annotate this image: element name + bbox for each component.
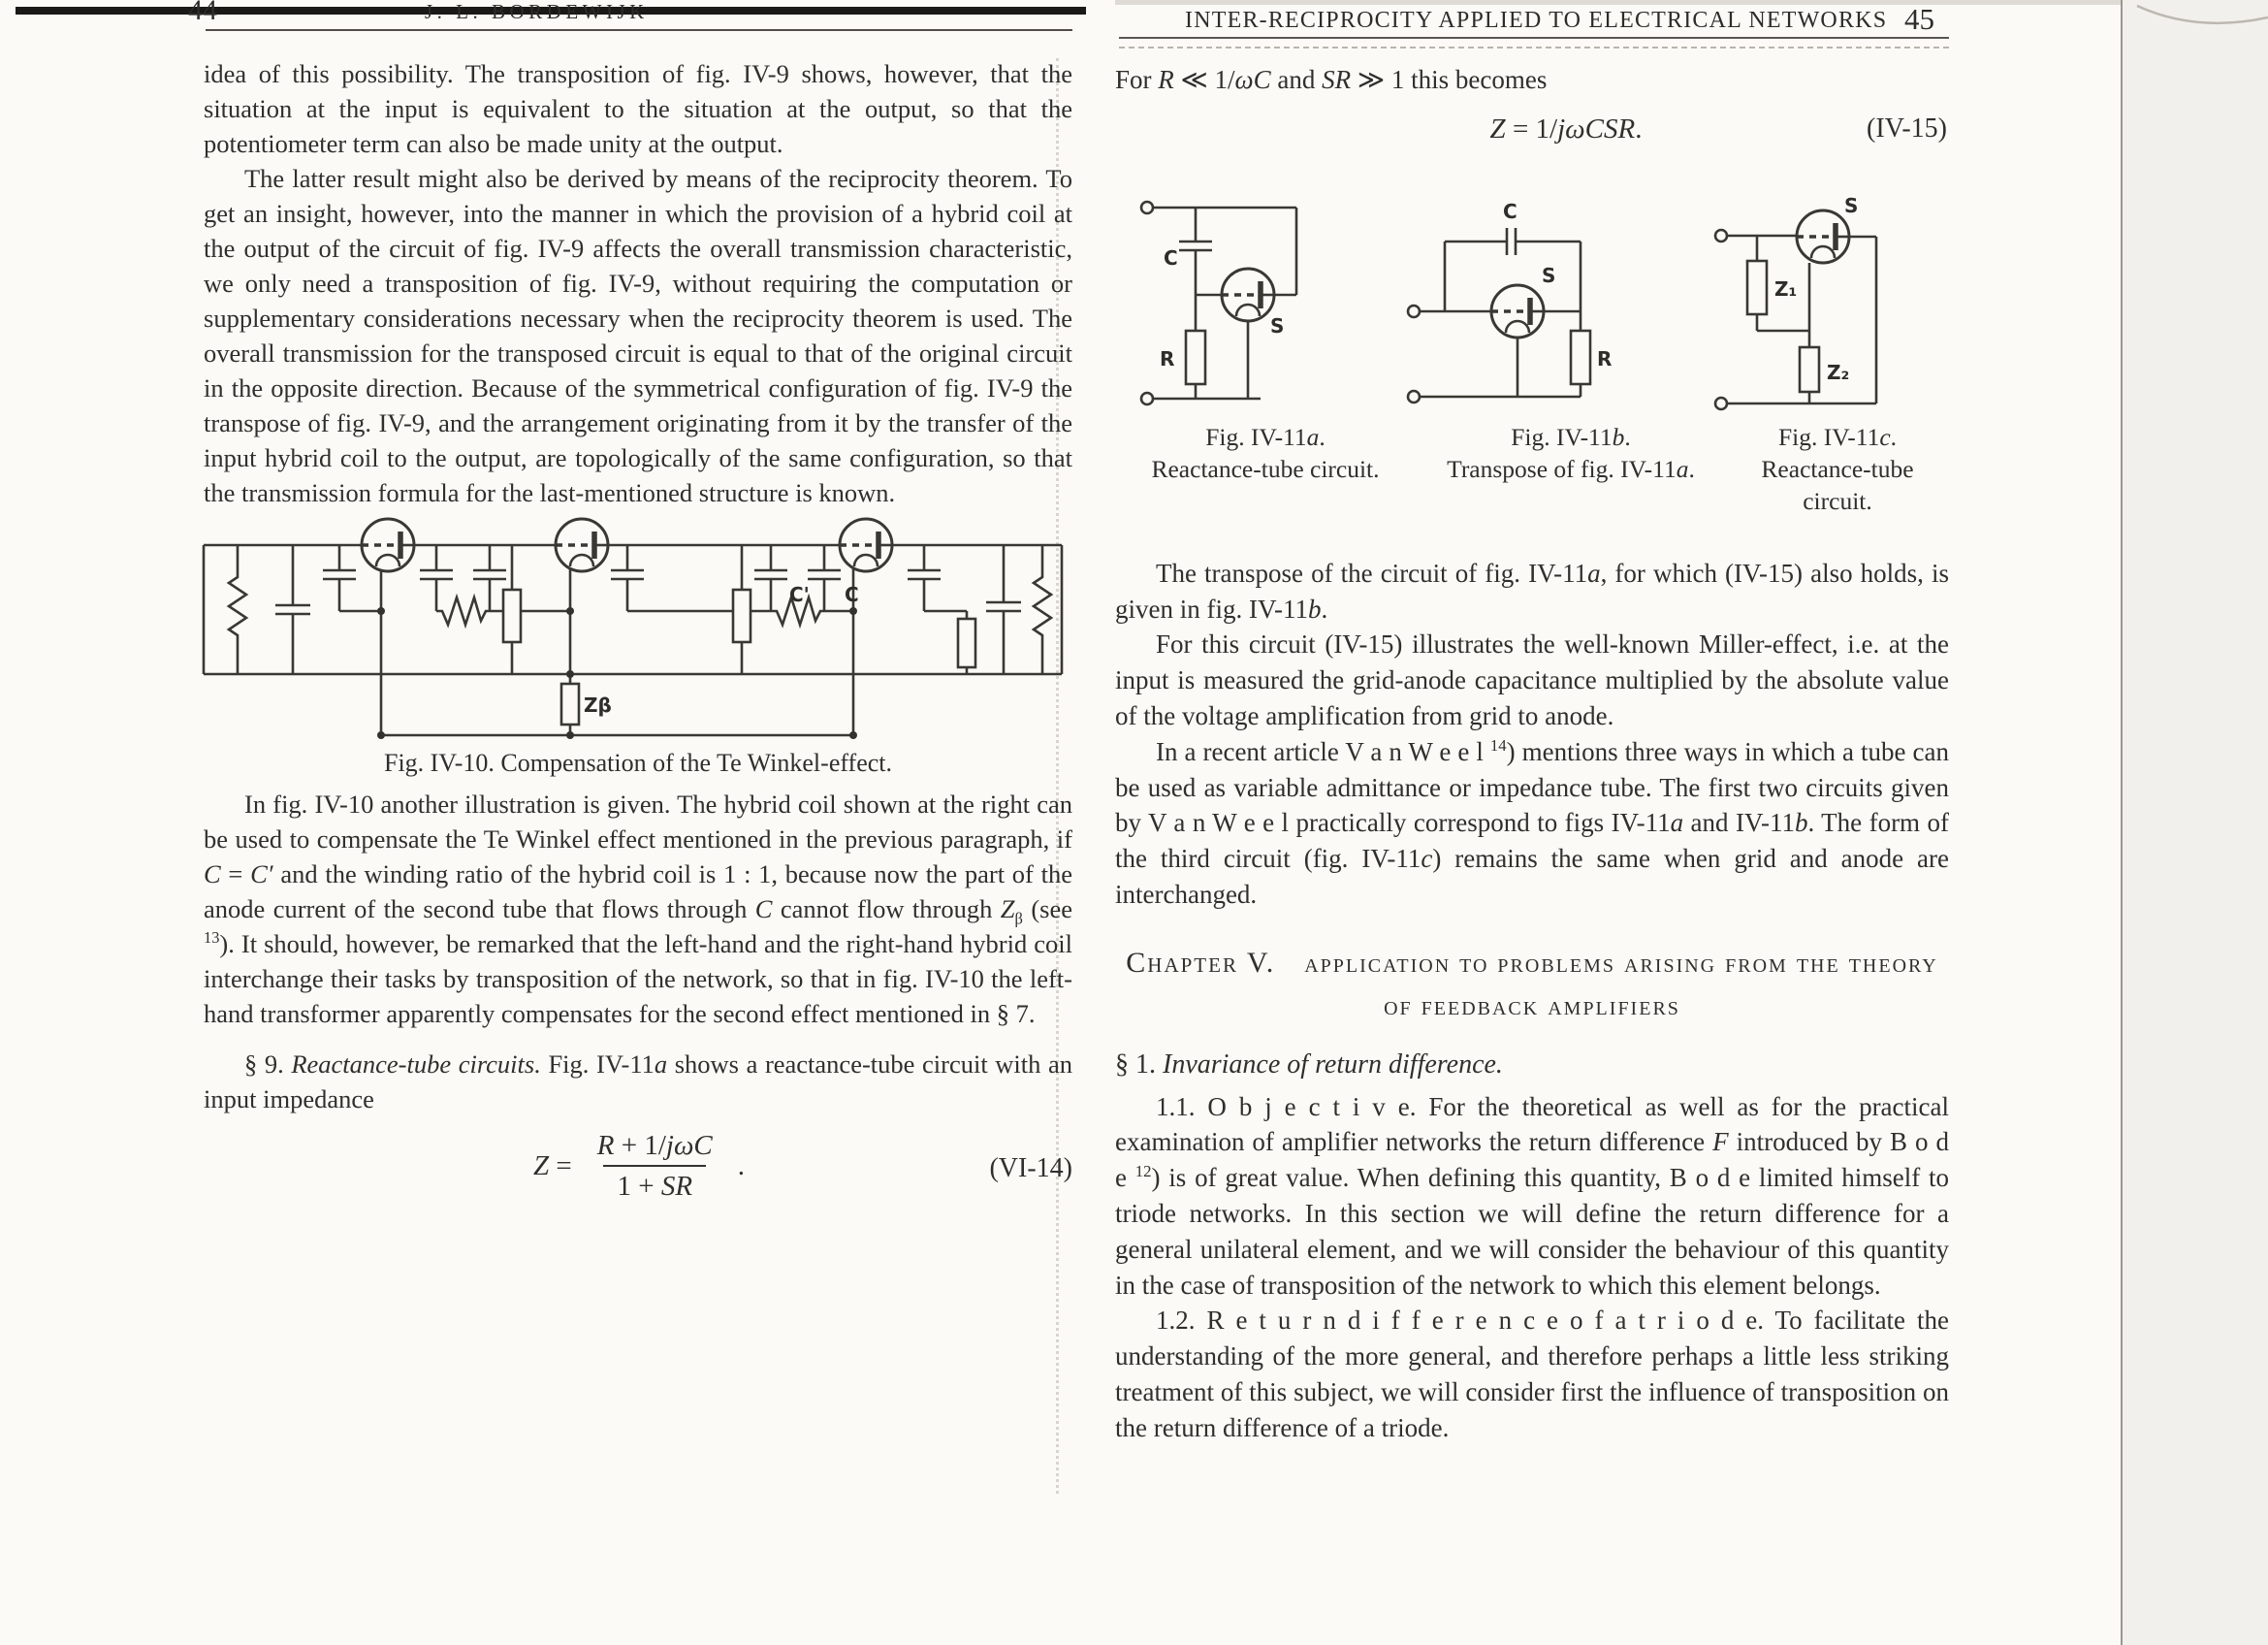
- resistor-symbol: [733, 590, 751, 642]
- zbeta-resistor: [561, 684, 579, 725]
- capacitor-c-prime: [754, 545, 787, 611]
- caption-line: Fig. IV-11a.: [1205, 422, 1326, 451]
- triode-symbol: [840, 519, 892, 571]
- terminal: [1408, 306, 1420, 317]
- paragraph: In fig. IV-10 another illustration is given. The hybrid coil shown at the right can be used to compensate the Te Winkel effect mentioned in the previous paragraph, if C = C′ and the winding ratio of the hybrid coil is 1 : 1, because now the part of the anode current of the second tube that flows through C cannot flow through $Z_\beta$ (see $^{13}$). It should, however, be remarked that the left-hand and the right-hand hybrid coil interchange their tasks by transposition of the network, so that in fig. IV-10 the left-hand transformer apparently compensates for the second effect mentioned in § 7.: [204, 790, 1072, 1028]
- capacitor-symbol: [275, 545, 310, 674]
- label-z2: Z₂: [1827, 360, 1850, 384]
- equation-iv15: [1115, 112, 1949, 156]
- figure-captions-row: [1115, 421, 1949, 517]
- paragraph: 1.2. R e t u r n d i f f e r e n c e o f a t r i o d e. To facilitate the understanding of the more general, and therefore perhaps a little less striking treatment of this subject, we will consider first the influence of transposition on the return difference of a triode.: [1115, 1306, 1949, 1442]
- resistor-symbol: [1571, 331, 1590, 384]
- page-right-edge-line: [2121, 0, 2123, 1645]
- paragraph: The transpose of the circuit of fig. IV-11a, for which (IV-15) also holds, is given in fig. IV-11b.: [1115, 558, 1949, 624]
- terminal: [1408, 391, 1420, 403]
- scan-top-edge-right-artifact: [1115, 0, 2123, 5]
- equation-number: (IV-15): [1867, 113, 1947, 144]
- figure-iv10: [175, 504, 1086, 785]
- intro-line: For R ≪ 1/ωC and SR ≫ 1 this becomes: [1115, 65, 1548, 94]
- equation-number: (VI-14): [989, 1153, 1072, 1183]
- label-s: S: [1542, 263, 1556, 287]
- section-1-heading: § 1. Invariance of return difference.: [1115, 1048, 1503, 1080]
- capacitor-symbol: [1179, 208, 1212, 295]
- caption-line: Transpose of fig. IV-11a.: [1447, 454, 1695, 483]
- triode-symbol: [362, 519, 414, 571]
- section-9-paragraph: § 9. Reactance-tube circuits. Fig. IV-11a shows a reactance-tube circuit with an input impedance: [204, 1049, 1072, 1113]
- fig-iv11c-wiring: [1715, 230, 1876, 409]
- resistor-symbol: [229, 545, 246, 674]
- resistor-symbol: [958, 619, 975, 667]
- equation-vi14: [204, 1120, 1072, 1221]
- right-text-column: [1115, 62, 1949, 1446]
- terminal: [1141, 393, 1153, 404]
- caption-line: Fig. IV-11b.: [1511, 422, 1631, 451]
- caption-line: Reactance-tube circuit.: [1761, 454, 1914, 515]
- paragraph: For this circuit (IV-15) illustrates the well-known Miller-effect, i.e. at the input is measured the grid-anode capacitance multiplied by the absolute value of the voltage amplification from grid to anode.: [1115, 629, 1949, 730]
- equation-body: Z = 1/jωCSR.: [1489, 113, 1643, 145]
- label-z1: Z₁: [1774, 276, 1798, 301]
- label-z-beta: Zβ: [584, 693, 612, 717]
- fig-iv11-circuits: [1115, 185, 1949, 413]
- resistor-symbol: [1034, 545, 1051, 674]
- capacitor-symbol: [420, 545, 453, 611]
- triode-symbol: [1797, 210, 1849, 263]
- resistor-z2: [1800, 347, 1819, 392]
- fig-iv10-wiring: [204, 545, 1062, 735]
- left-text-column: [204, 56, 1072, 1221]
- figure-iv10-caption: Fig. IV-10. Compensation of the Te Winkel-effect.: [383, 749, 893, 777]
- paragraph: idea of this possibility. The transposition of fig. IV-9 shows, however, that the situation at the input is equivalent to the situation at the output, so that the potentiometer term can also be made unity at the output.: [204, 59, 1072, 158]
- caption-line: Fig. IV-11c.: [1777, 422, 1898, 451]
- left-header-rule: [206, 29, 1072, 31]
- paragraph: In a recent article V a n W e e l $^{14}$) mentions three ways in which a tube can be used as variable admittance or impedance tube. The first two circuits given by V a n W e e l practically correspond to figs IV-11a and IV-11b. The form of the third circuit (fig. IV-11c) remains the same when grid and anode are interchanged.: [1115, 735, 1950, 909]
- left-running-title: J. L. BORDEWIJK: [425, 0, 649, 23]
- left-page-number: 44: [188, 0, 217, 26]
- right-header-rule: [1119, 37, 1949, 39]
- label-s: S: [1270, 313, 1285, 338]
- label-c: C: [1164, 245, 1178, 270]
- label-c-prime: C': [789, 583, 810, 606]
- equation-period: .: [737, 1150, 746, 1181]
- capacitor-symbol: [908, 545, 967, 611]
- fig-iv11b-caption: [1416, 421, 1726, 517]
- triode-symbol: [1222, 269, 1274, 321]
- label-c: C: [1503, 199, 1517, 223]
- capacitor-symbol: [986, 545, 1021, 674]
- triode-symbol: [556, 519, 608, 571]
- fig-iv11a-caption: [1115, 421, 1416, 517]
- right-running-title: INTER-RECIPROCITY APPLIED TO ELECTRICAL NETWORKS: [1185, 8, 1888, 33]
- label-s: S: [1844, 193, 1859, 217]
- terminal: [1715, 230, 1727, 242]
- chapter-title-line2: of feedback amplifiers: [1384, 990, 1680, 1021]
- paragraph: The latter result might also be derived by means of the reciprocity theorem. To get an insight, however, into the manner in which the provision of a hybrid coil at the output of the circuit of fig. IV-9 affects the overall transmission characteristic, we only need a transposition of fig. IV-9, without requiring the computation or supplementary considerations necessary when the reciprocity theorem is used. The overall transmission for the transposed circuit is equal to that of the original circuit in the opposite direction. Because of the symmetrical configuration of fig. IV-9 the transpose of fig. IV-9, and the arrangement originating from it by the transfer of the input hybrid coil to the output, are topologically of the same configuration, so that the transmission formula for the last-mentioned structure is known.: [204, 164, 1072, 507]
- label-c: C: [845, 583, 859, 606]
- triode-symbol: [1491, 285, 1544, 338]
- resistor-symbol: [1186, 331, 1205, 384]
- resistor-z1: [1747, 261, 1767, 314]
- fraction-denominator: 1 + SR: [603, 1165, 706, 1204]
- resistor-symbol: [503, 590, 521, 642]
- right-page-number: 45: [1904, 2, 1934, 36]
- label-r: R: [1597, 346, 1613, 371]
- equation-lhs: Z =: [533, 1150, 572, 1181]
- page-corner-curl: [2124, 0, 2268, 68]
- fig-iv11c-caption: [1726, 421, 1949, 517]
- fraction-numerator: R + 1/jωC: [596, 1130, 713, 1161]
- paragraph: 1.1. O b j e c t i v e. For the theoretical as well as for the practical examination of amplifier networks the return difference F introduced by B o d e $^{12}$) is of great value. When defining this quantity, B o d e limited himself to triode networks. In this section we will define the return difference for a general unilateral element, and we will consider the behaviour of this quantity in the case of transposition of the network to which this element belongs.: [1115, 1091, 1949, 1300]
- equation-fraction: [584, 1128, 726, 1204]
- terminal: [1715, 398, 1727, 409]
- resistor-symbol: [436, 597, 490, 625]
- chapter-label: Chapter V.: [1126, 946, 1276, 979]
- fig-iv10-circuit: [184, 504, 1076, 776]
- label-r: R: [1160, 346, 1175, 371]
- terminal: [1141, 202, 1153, 213]
- caption-line: Reactance-tube circuit.: [1151, 454, 1380, 483]
- right-header-rule-2: [1119, 47, 1949, 48]
- chapter-title-line1: application to problems arising from the theory: [1304, 948, 1938, 979]
- chapter-heading: [1115, 942, 1949, 1028]
